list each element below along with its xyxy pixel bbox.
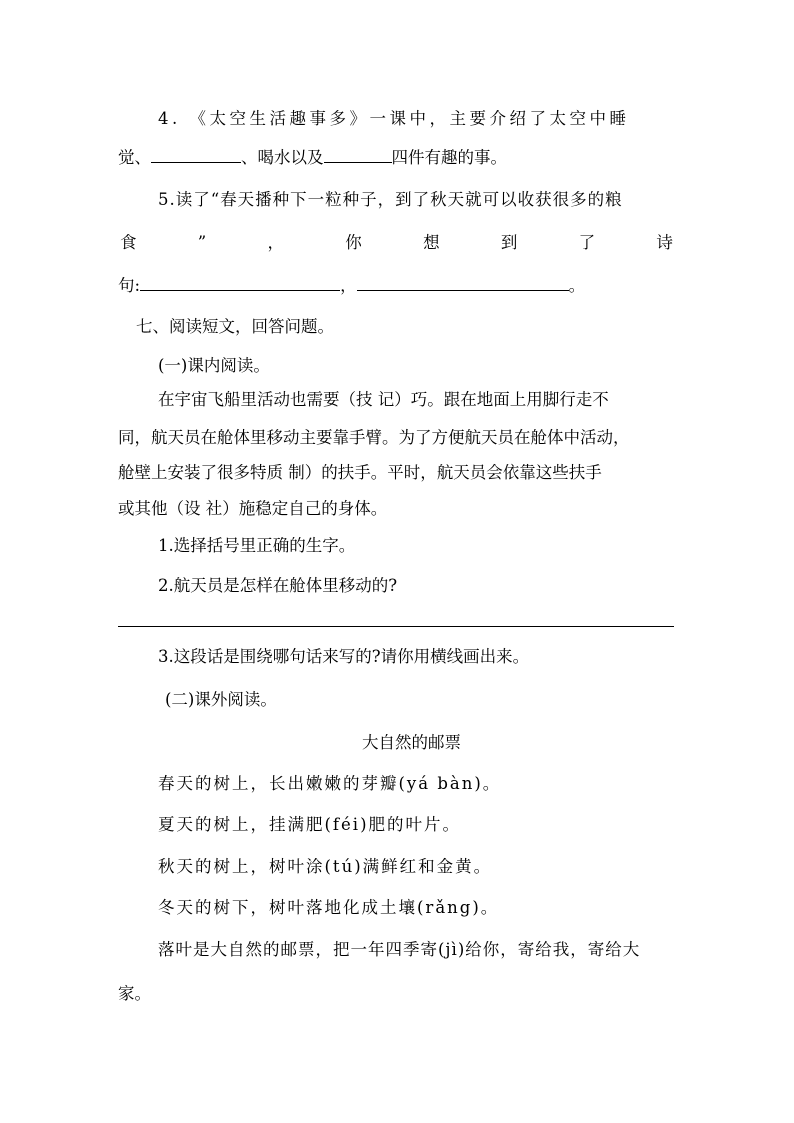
q5-blank-1[interactable] [140, 276, 340, 291]
q5-line2 [120, 232, 673, 254]
poem-title: 大自然的邮票 [362, 733, 461, 752]
poem-line: 夏天的树上，挂满肥(féi)肥的叶片。 [158, 815, 462, 834]
question-3: 3.这段话是围绕哪句话来写的?请你用横线画出来。 [158, 647, 530, 666]
q5-token: ， [267, 233, 284, 252]
q4-blank-2[interactable] [324, 148, 392, 163]
q5-blank-2[interactable] [357, 276, 569, 291]
q5-end: 。 [568, 276, 586, 295]
section7-title: 七、阅读短文，回答问题。 [136, 317, 334, 336]
answer-line[interactable] [118, 626, 674, 627]
poem-line: 家。 [118, 984, 151, 1003]
q4-line1: 4. 《太空生活趣事多》一课中，主要介绍了太空中睡 [158, 109, 630, 128]
poem-line: 落叶是大自然的邮票，把一年四季寄(jì)给你，寄给我，寄给大 [158, 940, 641, 959]
passage-line: 舱壁上安装了很多特质 制）的扶手。平时，航天员会依靠这些扶手 [118, 463, 602, 482]
poem-line: 冬天的树下，树叶落地化成土壤(rǎng)。 [158, 898, 500, 917]
q4-text-c: 四件有趣的事。 [391, 148, 507, 167]
q5-line1: 5.读了“春天播种下一粒种子，到了秋天就可以收获很多的粮 [158, 190, 623, 209]
q5-line3 [118, 275, 585, 297]
poem-line: 春天的树上，长出嫩嫩的芽瓣(yá bàn)。 [158, 774, 502, 793]
q5-token: 到 [500, 233, 518, 252]
part1-title: (一)课内阅读。 [158, 356, 270, 375]
q5-token: 想 [423, 233, 440, 252]
q4-blank-1[interactable] [151, 148, 241, 163]
q5-text-a: 句: [118, 276, 141, 295]
q4-text-a: 觉、 [118, 148, 151, 167]
poem-line: 秋天的树上，树叶涂(tú)满鲜红和金黄。 [158, 857, 493, 876]
q4-text-b: 、喝水以及 [241, 148, 324, 167]
q4-line2 [118, 147, 507, 169]
passage-line: 在宇宙飞船里活动也需要（技 记）巧。跟在地面上用脚行走不 [158, 390, 609, 409]
passage-line: 或其他（设 社）施稳定自己的身体。 [118, 499, 388, 518]
q5-token: 诗 [656, 233, 673, 252]
question-1: 1.选择括号里正确的生字。 [158, 536, 356, 555]
q5-separator: ， [340, 276, 357, 295]
q5-token: 食 [120, 233, 137, 252]
passage-line: 同，航天员在舱体里移动主要靠手臂。为了方便航天员在舱体中活动， [118, 428, 630, 447]
part2-title: (二)课外阅读。 [165, 690, 277, 709]
q5-token: 你 [345, 233, 362, 252]
q5-token: 了 [578, 233, 596, 252]
question-2: 2.航天员是怎样在舱体里移动的? [158, 576, 398, 595]
q5-token: ” [197, 233, 207, 252]
